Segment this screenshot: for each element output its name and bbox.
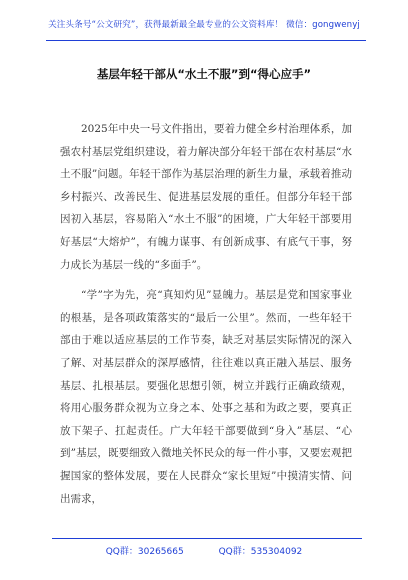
- document-body: [60, 118, 352, 518]
- footer-divider: [52, 538, 362, 539]
- promo-header-text: 关注头条号“公文研究”，获得最新最全最专业的公文资料库！ 微信：gongwenyj: [48, 20, 360, 30]
- footer-qq-group-1: QQ群：30265665: [105, 547, 184, 557]
- paragraph-1: 2025年中央一号文件指出，要着力健全乡村治理体系，加强农村基层党组织建设，着力解决部分年轻干部在农村基层“水土不服”问题。年轻干部作为基层治理的新生力量，承载着推动乡村振兴、改善民生、促进基层发展的重任。但部分年轻干部因初入基层，容易陷入“水土不服”的困境，广大年轻干部要用好基层“大熔炉”，有魄力谋事、有创新成事、有底气干事，努力成长为基层一线的“多面手”。: [60, 123, 352, 271]
- footer-qq-group-2: QQ群：535304092: [218, 547, 303, 557]
- footer: [0, 544, 408, 557]
- document-title: 基层年轻干部从“水土不服”到“得心应手”: [96, 67, 312, 81]
- header-divider: [46, 40, 366, 41]
- paragraph-2: “学”字为先，亮“真知灼见”显魄力。基层是党和国家事业的根基，是各项政策落实的“最后一公里”。然而，一些年轻干部由于难以适应基层的工作节奏，缺乏对基层实际情况的深入了解、对基层群众的深厚感情，往往难以真正融入基层、服务基层、扎根基层。要强化思想引领，树立并践行正确政绩观，将用心服务群众视为立身之本、处事之基和为政之要，要真正放下架子、扛起责任。广大年轻干部要做到“身入”基层、“心到”基层，既要细致入微地关怀民众的每一件小事，又要宏观把握国家的整体发展，要在人民群众“家长里短”中摸清实情、问出需求，: [60, 289, 352, 505]
